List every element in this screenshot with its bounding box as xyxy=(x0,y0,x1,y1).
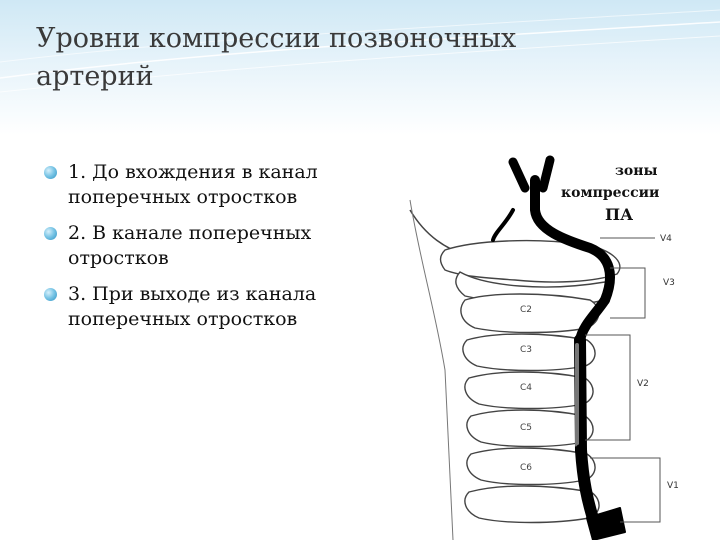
bullet-dot-icon xyxy=(44,227,57,240)
vertebra-c7 xyxy=(465,486,599,523)
bullet-text: 2. В канале поперечных отростков xyxy=(68,222,312,269)
segment-label-v2: V2 xyxy=(637,379,649,389)
artery-left-branch xyxy=(493,210,513,240)
legend-line-1: зоны xyxy=(615,163,658,179)
vertebrae-stack xyxy=(441,241,620,523)
bullet-item xyxy=(44,282,374,331)
bullet-text: 3. При выходе из канала поперечных отростков xyxy=(68,283,317,330)
vertebra-label-c5: C5 xyxy=(520,423,533,433)
segment-label-v4: V4 xyxy=(660,234,672,244)
spine-illustration xyxy=(405,140,720,540)
bullet-item xyxy=(44,160,374,209)
vertebra-label-c4: C4 xyxy=(520,383,533,393)
artery-upper-branch-right xyxy=(543,160,550,188)
bracket-v3 xyxy=(610,268,645,318)
legend-line-2: компрессии xyxy=(561,185,660,201)
bullet-list xyxy=(44,160,374,343)
artery-v2-segment xyxy=(580,340,581,450)
bullet-text: 1. До вхождения в канал поперечных отростков xyxy=(68,161,318,208)
legend-line-3: ПА xyxy=(605,205,634,224)
cervical-spine-diagram xyxy=(405,140,720,540)
slide-title: Уровни компрессии позвоночных артерий xyxy=(36,23,517,92)
bullet-dot-icon xyxy=(44,166,57,179)
vertebra-label-c3: C3 xyxy=(520,345,533,355)
artery-upper-branch-left xyxy=(513,162,525,188)
vertebra-label-c2: C2 xyxy=(520,305,533,315)
bullet-item xyxy=(44,221,374,270)
bullet-dot-icon xyxy=(44,288,57,301)
bracket-v1 xyxy=(590,458,660,522)
vertebra-label-c6: C6 xyxy=(520,463,533,473)
segment-label-v1: V1 xyxy=(667,481,679,491)
segment-label-v3: V3 xyxy=(663,278,675,288)
